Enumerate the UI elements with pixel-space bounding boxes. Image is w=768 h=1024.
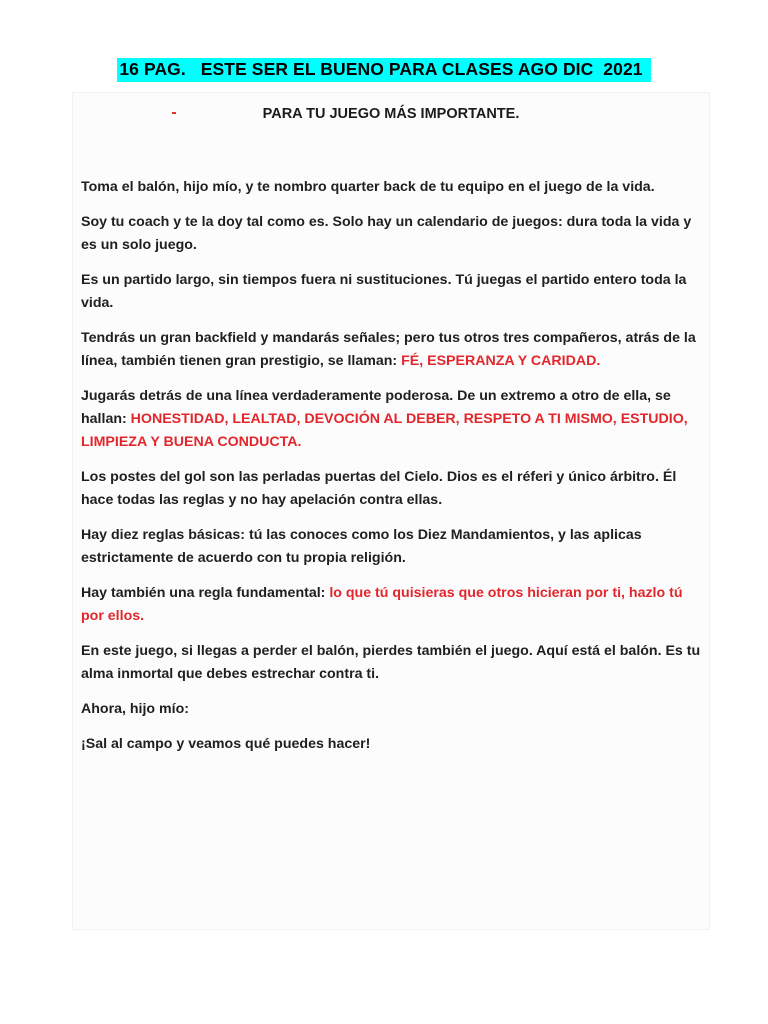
paragraph-11: ¡Sal al campo y veamos qué puedes hacer! xyxy=(81,736,371,752)
paragraph-10: Ahora, hijo mío: xyxy=(81,701,189,717)
document-body xyxy=(81,176,706,768)
virtues-highlight: FÉ, ESPERANZA Y CARIDAD. xyxy=(401,353,601,369)
paragraph-7: Hay diez reglas básicas: tú las conoces como los Diez Mandamientos, y las aplicas estrictamente de acuerdo con tu propia religión. xyxy=(81,527,642,566)
paragraph-6: Los postes del gol son las perladas puertas del Cielo. Dios es el réferi y único árbitro. Él hace todas las reglas y no hay apelación contra ellas. xyxy=(81,469,677,508)
paragraph-8: Hay también una regla fundamental: lo que tú quisieras que otros hicieran por ti, hazlo tú por ellos. xyxy=(81,585,683,624)
scanned-page xyxy=(72,92,710,930)
paragraph-3: Es un partido largo, sin tiempos fuera ni sustituciones. Tú juegas el partido entero toda la vida. xyxy=(81,272,687,311)
paragraph-5: Jugarás detrás de una línea verdaderamente poderosa. De un extremo a otro de ella, se hallan: HONESTIDAD, LEALTAD, DEVOCIÓN AL DEBER, RESPETO A TI MISMO, ESTUDIO, LIMPIEZA Y BUENA CONDUCTA. xyxy=(81,388,688,450)
paragraph-2: Soy tu coach y te la doy tal como es. Solo hay un calendario de juegos: dura toda la vida y es un solo juego. xyxy=(81,214,692,253)
paragraph-4: Tendrás un gran backfield y mandarás señales; pero tus otros tres compañeros, atrás de la línea, también tienen gran prestigio, se llaman: FÉ, ESPERANZA Y CARIDAD. xyxy=(81,330,696,369)
page-banner: 16 PAG. ESTE SER EL BUENO PARA CLASES AGO DIC 2021 xyxy=(117,58,650,82)
document-title: PARA TU JUEGO MÁS IMPORTANTE. xyxy=(262,106,520,122)
values-highlight: HONESTIDAD, LEALTAD, DEVOCIÓN AL DEBER, RESPETO A TI MISMO, ESTUDIO, LIMPIEZA Y BUENA CONDUCTA. xyxy=(81,411,688,450)
paragraph-1: Toma el balón, hijo mío, y te nombro quarter back de tu equipo en el juego de la vida. xyxy=(81,179,655,195)
paragraph-9: En este juego, si llegas a perder el balón, pierdes también el juego. Aquí está el balón. Es tu alma inmortal que debes estrechar contra ti. xyxy=(81,643,701,682)
header xyxy=(0,58,768,82)
golden-rule-highlight: lo que tú quisieras que otros hicieran por ti, hazlo tú por ellos. xyxy=(81,585,683,624)
